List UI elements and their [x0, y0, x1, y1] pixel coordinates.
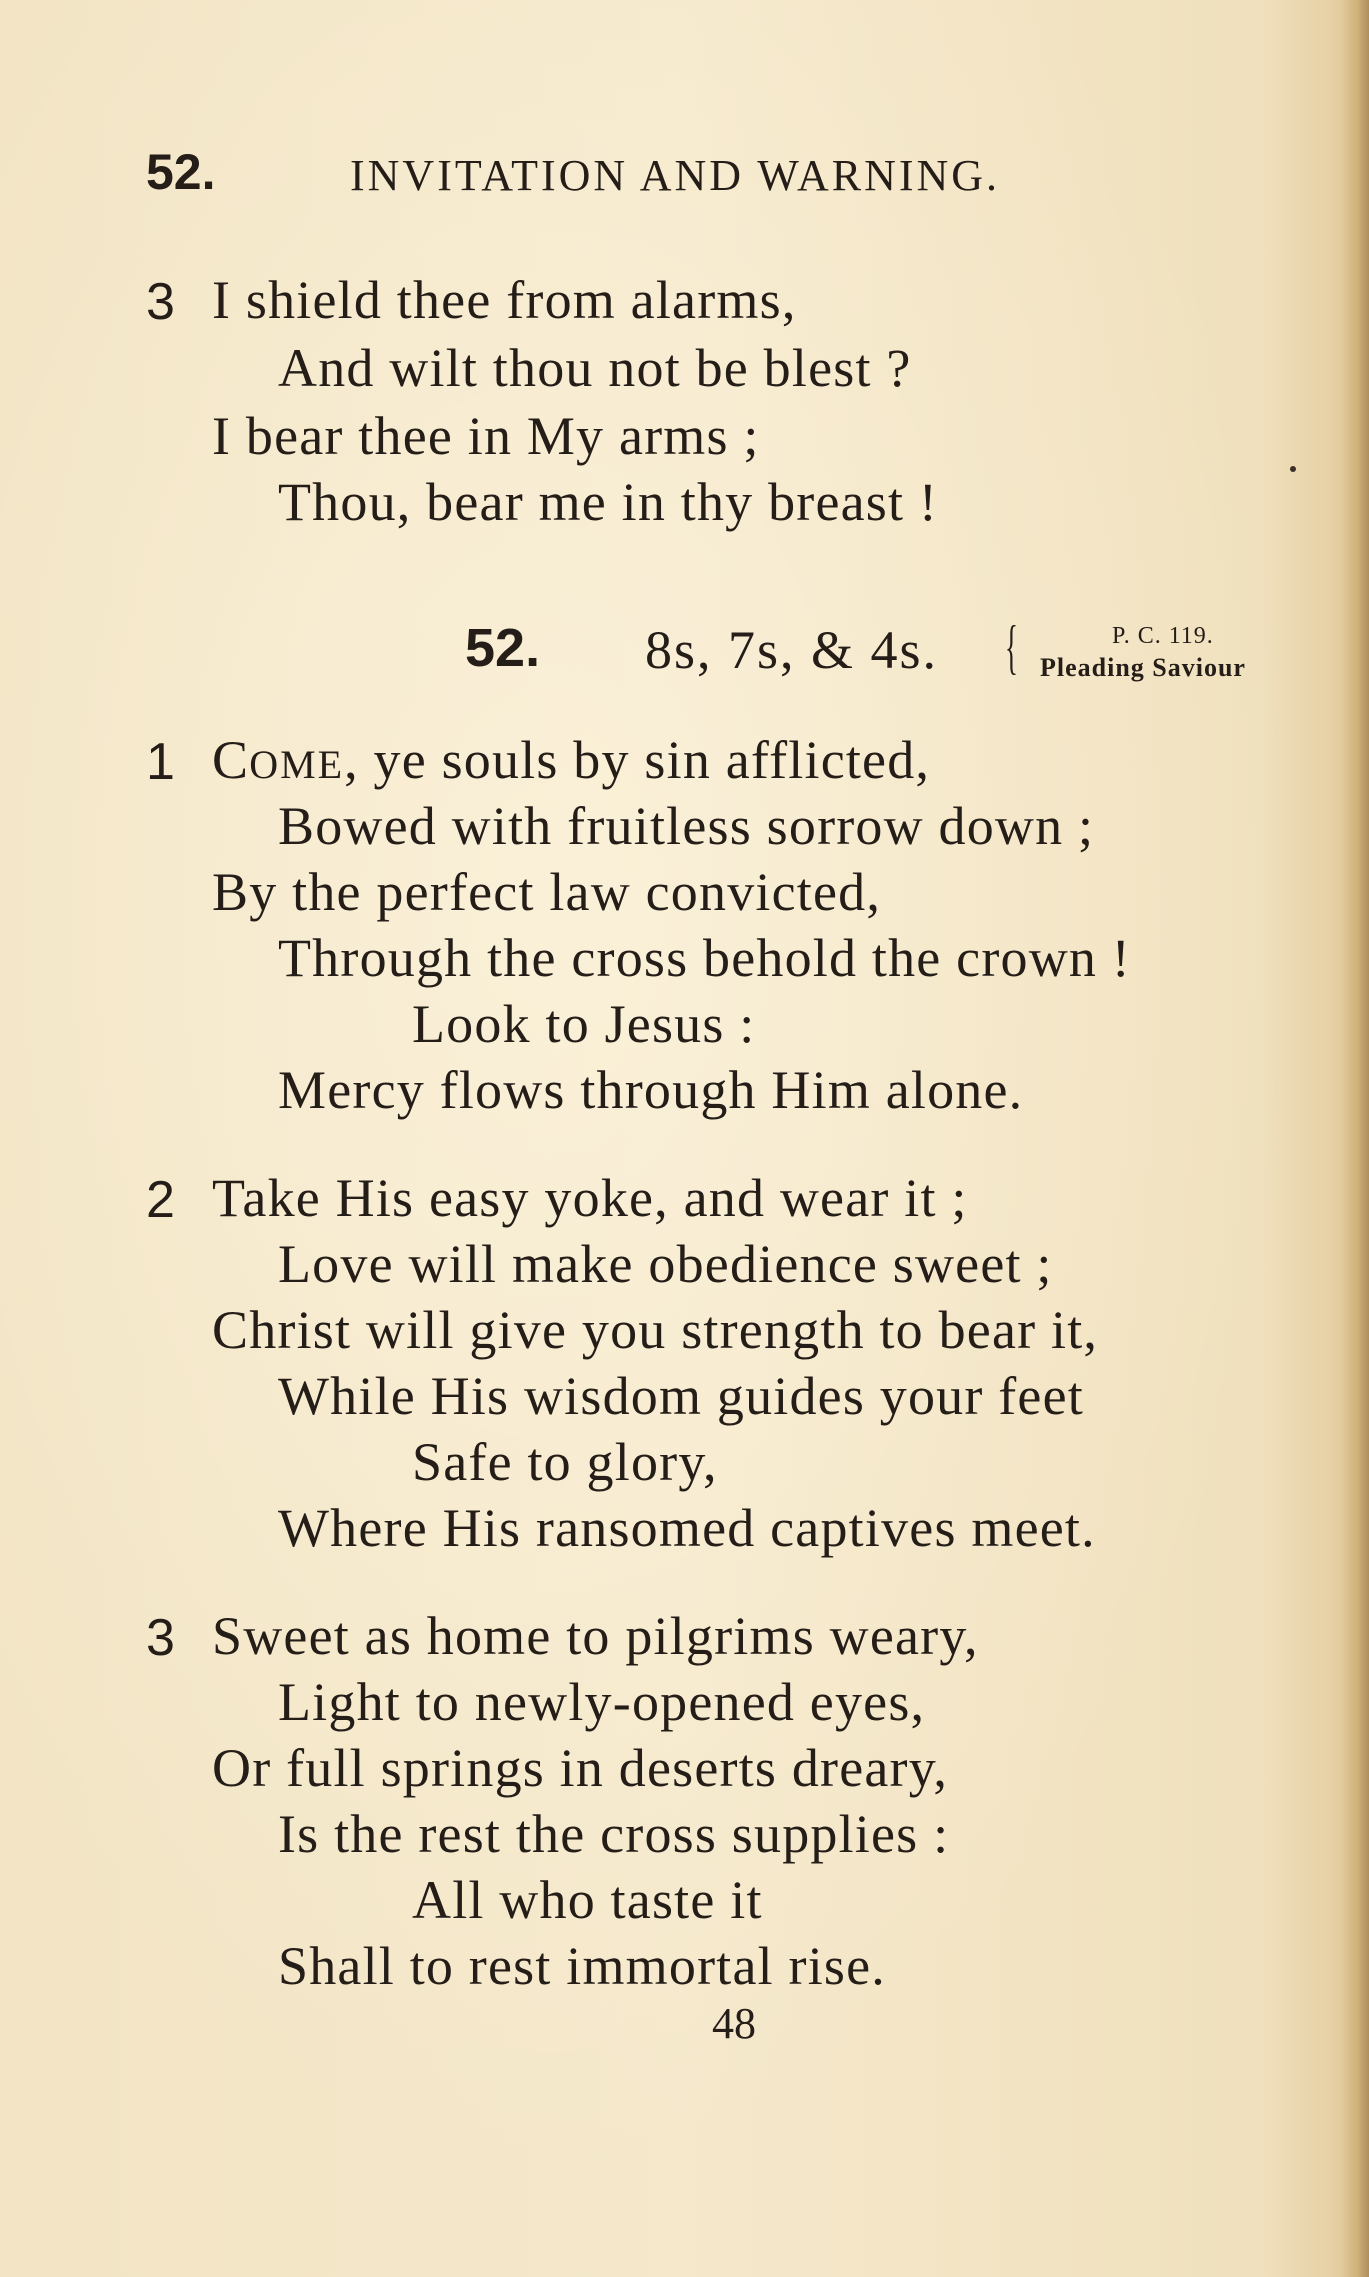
verse-number: 1	[146, 733, 175, 791]
small-caps-word: OME	[249, 742, 345, 787]
page-edge-shading	[1341, 0, 1369, 2277]
brace-glyph: {	[1005, 614, 1018, 680]
verse-line: Safe to glory,	[412, 1432, 718, 1492]
drop-letter: C	[212, 730, 250, 790]
verse-line: All who taste it	[412, 1870, 763, 1930]
verse-line-rest: , ye souls by sin afflicted,	[344, 730, 931, 790]
verse-number: 3	[146, 1609, 175, 1667]
verse-line: Or full springs in deserts dreary,	[212, 1738, 949, 1798]
verse-line: Where His ransomed captives meet.	[278, 1498, 1096, 1558]
verse-line: And wilt thou not be blest ?	[278, 338, 912, 398]
verse-line: Shall to rest immortal rise.	[278, 1936, 887, 1996]
verse-line: Sweet as home to pilgrims weary,	[212, 1606, 979, 1666]
verse-line: Love will make obedience sweet ;	[278, 1234, 1053, 1294]
verse-line: Through the cross behold the crown !	[278, 928, 1131, 988]
running-title: INVITATION AND WARNING.	[350, 151, 1001, 200]
verse-line: Bowed with fruitless sorrow down ;	[278, 796, 1095, 856]
verse-number: 2	[146, 1171, 175, 1229]
tune-name: Pleading Saviour	[1040, 653, 1246, 682]
verse-line: I bear thee in My arms ;	[212, 406, 760, 466]
verse-line: Is the rest the cross supplies :	[278, 1804, 950, 1864]
tune-reference: P. C. 119.	[1112, 623, 1214, 649]
verse-line: By the perfect law convicted,	[212, 862, 882, 922]
hymn-meter: 8s, 7s, & 4s.	[645, 620, 939, 680]
page-number: 52.	[146, 144, 216, 200]
verse-line: I shield thee from alarms,	[212, 270, 797, 330]
verse-line: While His wisdom guides your feet	[278, 1366, 1084, 1426]
verse-line: Look to Jesus :	[412, 994, 756, 1054]
verse-line: Take His easy yoke, and wear it ;	[212, 1168, 968, 1228]
verse-line: Thou, bear me in thy breast !	[278, 472, 939, 532]
verse-number: 3	[146, 273, 175, 331]
folio-number: 48	[712, 1999, 756, 2048]
verse-line: Christ will give you strength to bear it,	[212, 1300, 1099, 1360]
hymn-number: 52.	[465, 618, 541, 678]
verse-line: Mercy flows through Him alone.	[278, 1060, 1024, 1120]
verse-line: Light to newly-opened eyes,	[278, 1672, 926, 1732]
verse-line	[212, 730, 930, 795]
ink-speck	[1290, 466, 1296, 472]
